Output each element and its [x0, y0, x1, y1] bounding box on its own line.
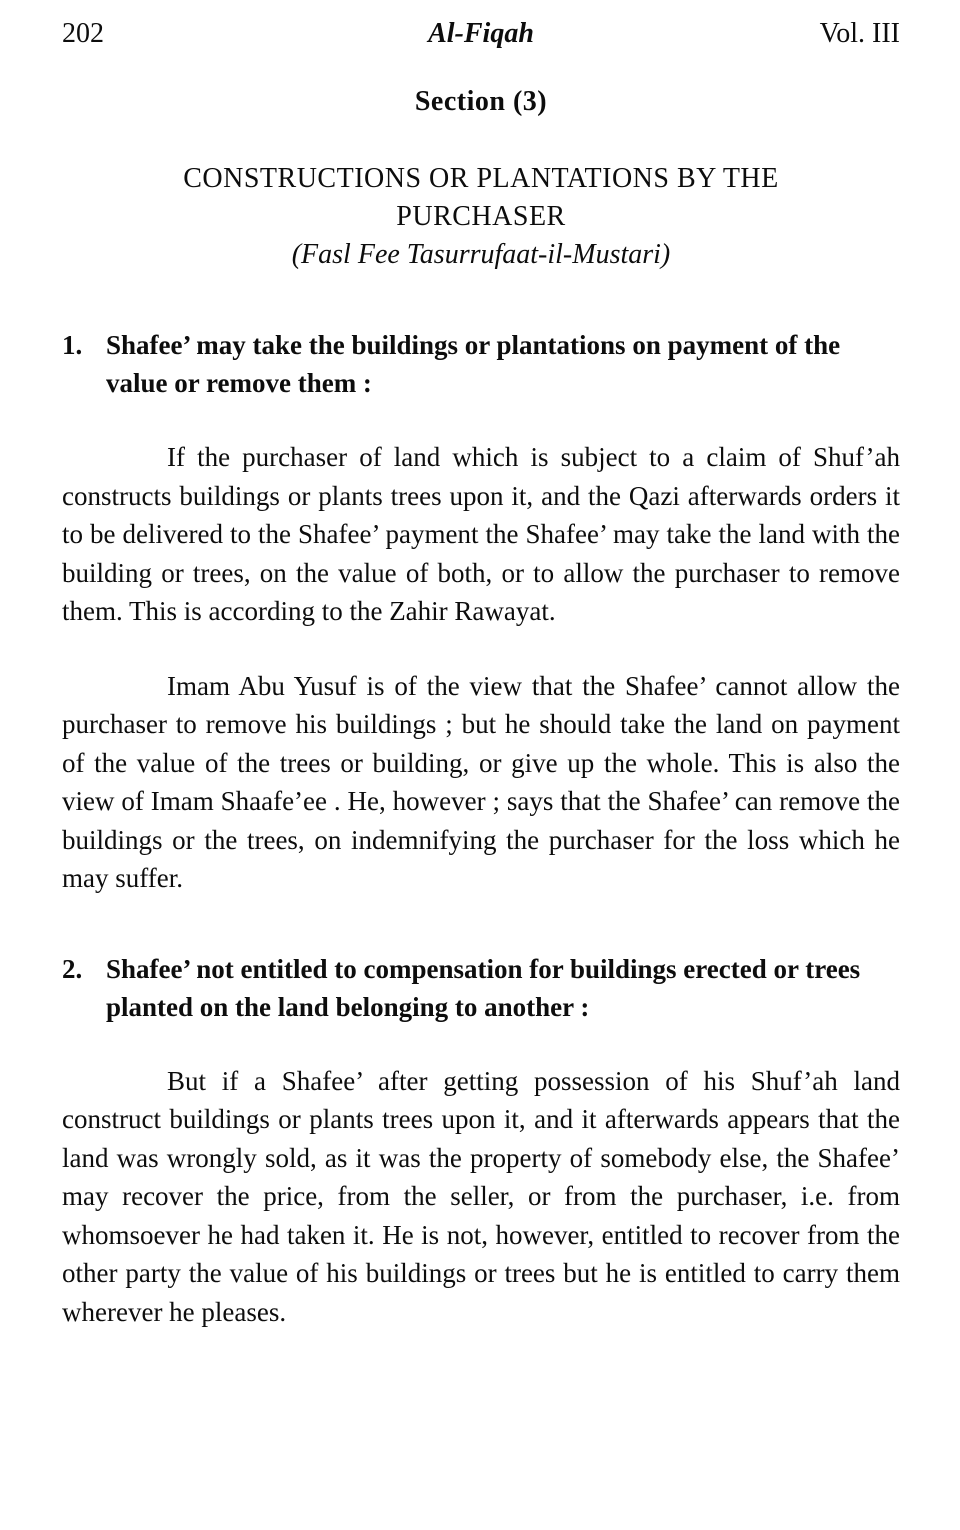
section-label: Section (3) — [414, 86, 548, 117]
paragraph: If the purchaser of land which is subject to a claim of Shuf’ah constructs buildings or plants trees upon it, and the Qazi afterwards orders it to be delivered to the Shafee’ payment the Shafee’ may take the land with the building or trees, on the value of both, or to allow the purchaser to remove them. This is according to the Zahir Rawayat. — [62, 442, 900, 626]
section-2-number: 2. — [62, 953, 83, 984]
chapter-title — [62, 160, 900, 236]
page-number: 202 — [62, 18, 104, 49]
section-2-heading-text: Shafee’ not entitled to compensation for buildings erected or trees planted on the land belonging to another : — [106, 953, 861, 1022]
section-1-heading — [62, 326, 900, 402]
running-header — [62, 18, 900, 50]
section-2-heading — [62, 950, 900, 1026]
chapter-subtitle: (Fasl Fee Tasurrufaat-il-Mustari) — [291, 239, 671, 270]
chapter-title-line2: PURCHASER — [396, 201, 566, 232]
paragraph: But if a Shafee’ after getting possession of his Shuf’ah land construct buildings or plants trees upon it, and it afterwards appears that the land was wrongly sold, as it was the property of somebody else, the Shafee’ may recover the price, from the seller, or from the purchaser, i.e. from whomsoever he had taken it. He is not, however, entitled to recover from the other party the value of his buildings or trees but he is entitled to carry them wherever he pleases. — [62, 1065, 900, 1327]
section-1-number: 1. — [62, 330, 83, 360]
volume-label: Vol. III — [819, 18, 900, 49]
chapter-title-line1: CONSTRUCTIONS OR PLANTATIONS BY THE — [183, 163, 779, 194]
paragraph: Imam Abu Yusuf is of the view that the Shafee’ cannot allow the purchaser to remove his buildings ; but he should take the land on payment of the value of the trees or building, or give up the whole. This is also the view of Imam Shaafe’ee . He, however ; says that the Shafee’ can remove the buildings or the trees, on indemnifying the purchaser for the loss which he may suffer. — [62, 670, 900, 893]
section-1-heading-text: Shafee’ may take the buildings or plantations on payment of the value or remove them : — [106, 330, 841, 398]
book-title: Al-Fiqah — [428, 18, 534, 49]
